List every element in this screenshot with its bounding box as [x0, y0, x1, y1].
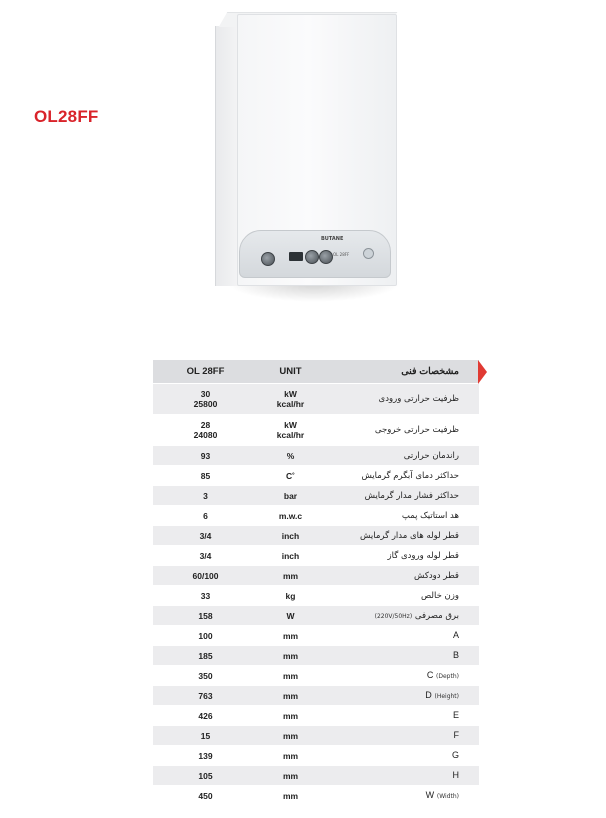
boiler-knob-left	[261, 252, 275, 266]
spec-unit-line: inch	[281, 550, 300, 561]
spec-unit	[258, 706, 323, 726]
spec-parameter-label: D	[425, 690, 432, 700]
boiler-display	[289, 252, 303, 261]
spec-value	[153, 786, 258, 806]
spec-unit-line: mm	[282, 630, 299, 641]
table-row	[153, 446, 479, 466]
spec-unit	[258, 415, 323, 446]
model-title: OL28FF	[34, 107, 99, 126]
table-row	[153, 546, 479, 566]
spec-unit	[258, 606, 323, 626]
spec-value-line: 15	[200, 730, 211, 741]
spec-parameter-label: وزن خالص	[420, 590, 459, 601]
table-row	[153, 606, 479, 626]
spec-parameter	[323, 526, 479, 546]
spec-unit	[258, 526, 323, 546]
spec-parameter-label: ظرفیت حرارتی خروجی	[374, 425, 459, 435]
spec-parameter	[323, 506, 479, 526]
spec-value	[153, 586, 258, 606]
table-row	[153, 486, 479, 506]
spec-unit	[258, 626, 323, 646]
spec-parameter	[323, 686, 479, 706]
spec-parameter-label: هد استاتیک پمپ	[401, 510, 459, 521]
spec-unit-line: mm	[282, 670, 299, 681]
spec-value	[153, 666, 258, 686]
spec-value-line: 763	[198, 690, 213, 701]
spec-value-line: 93	[200, 450, 211, 461]
specs-body	[153, 384, 479, 806]
spec-unit-line: kg	[285, 590, 296, 601]
spec-parameter	[323, 746, 479, 766]
spec-value-line: 85	[200, 470, 211, 481]
table-row	[153, 786, 479, 806]
spec-value-line: 158	[198, 610, 213, 621]
boiler-brand-logo: BUTANE	[321, 236, 344, 242]
table-row	[153, 384, 479, 415]
spec-unit-line: mm	[282, 710, 299, 721]
spec-value	[153, 706, 258, 726]
spec-unit-line: W	[286, 610, 295, 621]
spec-value-line: 426	[198, 710, 213, 721]
spec-parameter-label: ظرفیت حرارتی ورودی	[378, 394, 459, 404]
spec-parameter	[323, 384, 479, 415]
boiler-knob-middle	[305, 250, 319, 264]
spec-value	[153, 766, 258, 786]
spec-unit-line: kW	[284, 389, 297, 399]
spec-parameter-label: قطر لوله های مدار گرمایش	[360, 530, 459, 541]
spec-value-line: 28	[200, 420, 211, 430]
table-row	[153, 646, 479, 666]
spec-parameter-note: (220V/50Hz)	[374, 612, 413, 620]
spec-unit-line: kcal/hr	[276, 399, 305, 409]
spec-value-line: 350	[198, 670, 213, 681]
spec-unit	[258, 786, 323, 806]
spec-unit	[258, 646, 323, 666]
spec-parameter-note: (Depth)	[436, 673, 459, 680]
spec-parameter-label: حداکثر دمای آبگرم گرمایش	[361, 470, 459, 481]
spec-value	[153, 746, 258, 766]
spec-unit	[258, 746, 323, 766]
spec-value-line: 3/4	[199, 530, 212, 541]
spec-parameter	[323, 586, 479, 606]
table-row	[153, 506, 479, 526]
spec-value	[153, 626, 258, 646]
spec-unit-line: mm	[282, 570, 299, 581]
specs-table	[153, 360, 479, 805]
spec-unit-line: mm	[282, 790, 299, 801]
spec-parameter-label: حداکثر فشار مدار گرمایش	[364, 490, 459, 501]
specs-header-row	[153, 360, 479, 384]
spec-parameter	[323, 486, 479, 506]
spec-parameter-label: B	[452, 650, 459, 660]
spec-unit	[258, 586, 323, 606]
spec-parameter	[323, 786, 479, 806]
spec-unit	[258, 466, 323, 486]
spec-value-line: 450	[198, 790, 213, 801]
header-unit: UNIT	[258, 360, 323, 384]
spec-unit-line: mm	[282, 770, 299, 781]
spec-parameter	[323, 566, 479, 586]
spec-parameter	[323, 446, 479, 466]
spec-parameter-label: F	[453, 730, 459, 740]
spec-value	[153, 526, 258, 546]
spec-value	[153, 606, 258, 626]
spec-parameter	[323, 646, 479, 666]
spec-value-line: 25800	[193, 399, 218, 409]
spec-unit	[258, 446, 323, 466]
spec-parameter	[323, 546, 479, 566]
spec-unit-line: bar	[283, 490, 298, 501]
spec-parameter-label: برق مصرفی	[414, 610, 459, 621]
spec-parameter-note: (Height)	[434, 693, 459, 700]
table-row	[153, 526, 479, 546]
spec-value-line: 6	[203, 510, 208, 521]
spec-parameter	[323, 415, 479, 446]
spec-unit-line: C˚	[286, 470, 295, 481]
spec-unit	[258, 766, 323, 786]
table-row	[153, 415, 479, 446]
spec-value-line: 105	[198, 770, 213, 781]
table-row	[153, 466, 479, 486]
spec-parameter	[323, 626, 479, 646]
boiler-power-button	[363, 248, 374, 259]
spec-value	[153, 384, 258, 415]
spec-parameter	[323, 606, 479, 626]
table-row	[153, 626, 479, 646]
spec-value-line: 185	[198, 650, 213, 661]
spec-unit-line: mm	[282, 690, 299, 701]
spec-value-line: 30	[200, 389, 211, 399]
table-row	[153, 746, 479, 766]
table-row	[153, 706, 479, 726]
spec-unit-line: mm	[282, 730, 299, 741]
spec-unit	[258, 486, 323, 506]
spec-parameter-label: G	[451, 750, 459, 760]
spec-unit	[258, 384, 323, 415]
spec-value	[153, 546, 258, 566]
boiler-image	[213, 12, 399, 294]
spec-unit-line: inch	[281, 530, 300, 541]
spec-unit-line: m.w.c	[278, 510, 303, 521]
table-row	[153, 766, 479, 786]
spec-parameter	[323, 466, 479, 486]
spec-value	[153, 415, 258, 446]
table-row	[153, 666, 479, 686]
spec-value-line: 139	[198, 750, 213, 761]
spec-parameter-label: قطر دودکش	[414, 570, 459, 581]
spec-value	[153, 646, 258, 666]
spec-parameter-label: H	[452, 770, 459, 780]
spec-value	[153, 466, 258, 486]
boiler-knob-right	[319, 250, 333, 264]
spec-unit	[258, 726, 323, 746]
spec-parameter	[323, 706, 479, 726]
spec-unit-line: kcal/hr	[276, 430, 305, 440]
spec-unit	[258, 546, 323, 566]
spec-unit-line: %	[286, 450, 295, 461]
spec-parameter	[323, 666, 479, 686]
spec-parameter-label: A	[452, 630, 459, 640]
spec-value-line: 60/100	[192, 570, 219, 581]
spec-parameter-label: W	[425, 790, 435, 800]
spec-value-line: 100	[198, 630, 213, 641]
spec-value	[153, 446, 258, 466]
table-row	[153, 586, 479, 606]
spec-unit	[258, 686, 323, 706]
spec-value	[153, 686, 258, 706]
table-row	[153, 686, 479, 706]
spec-parameter	[323, 726, 479, 746]
spec-unit-line: mm	[282, 750, 299, 761]
spec-unit	[258, 566, 323, 586]
spec-value	[153, 506, 258, 526]
spec-value-line: 3/4	[199, 550, 212, 561]
spec-unit	[258, 666, 323, 686]
spec-value	[153, 726, 258, 746]
spec-value	[153, 566, 258, 586]
spec-unit-line: kW	[284, 420, 297, 430]
header-model: OL 28FF	[153, 360, 258, 384]
spec-parameter-label: E	[452, 710, 459, 720]
spec-unit-line: mm	[282, 650, 299, 661]
table-row	[153, 566, 479, 586]
spec-value-line: 33	[200, 590, 211, 601]
spec-value-line: 24080	[193, 430, 218, 440]
spec-parameter	[323, 766, 479, 786]
spec-parameter-label: راندمان حرارتی	[403, 450, 459, 461]
spec-value	[153, 486, 258, 506]
spec-value-line: 3	[203, 490, 208, 501]
boiler-model-mark: OL 28FF	[333, 252, 350, 257]
spec-parameter-label: قطر لوله ورودی گاز	[387, 550, 459, 561]
table-row	[153, 726, 479, 746]
header-arrow-marker	[478, 360, 487, 384]
spec-parameter-note: (Width)	[436, 793, 459, 800]
spec-parameter-label: C	[426, 670, 434, 680]
header-param: مشخصات فنی	[323, 360, 479, 384]
spec-unit	[258, 506, 323, 526]
